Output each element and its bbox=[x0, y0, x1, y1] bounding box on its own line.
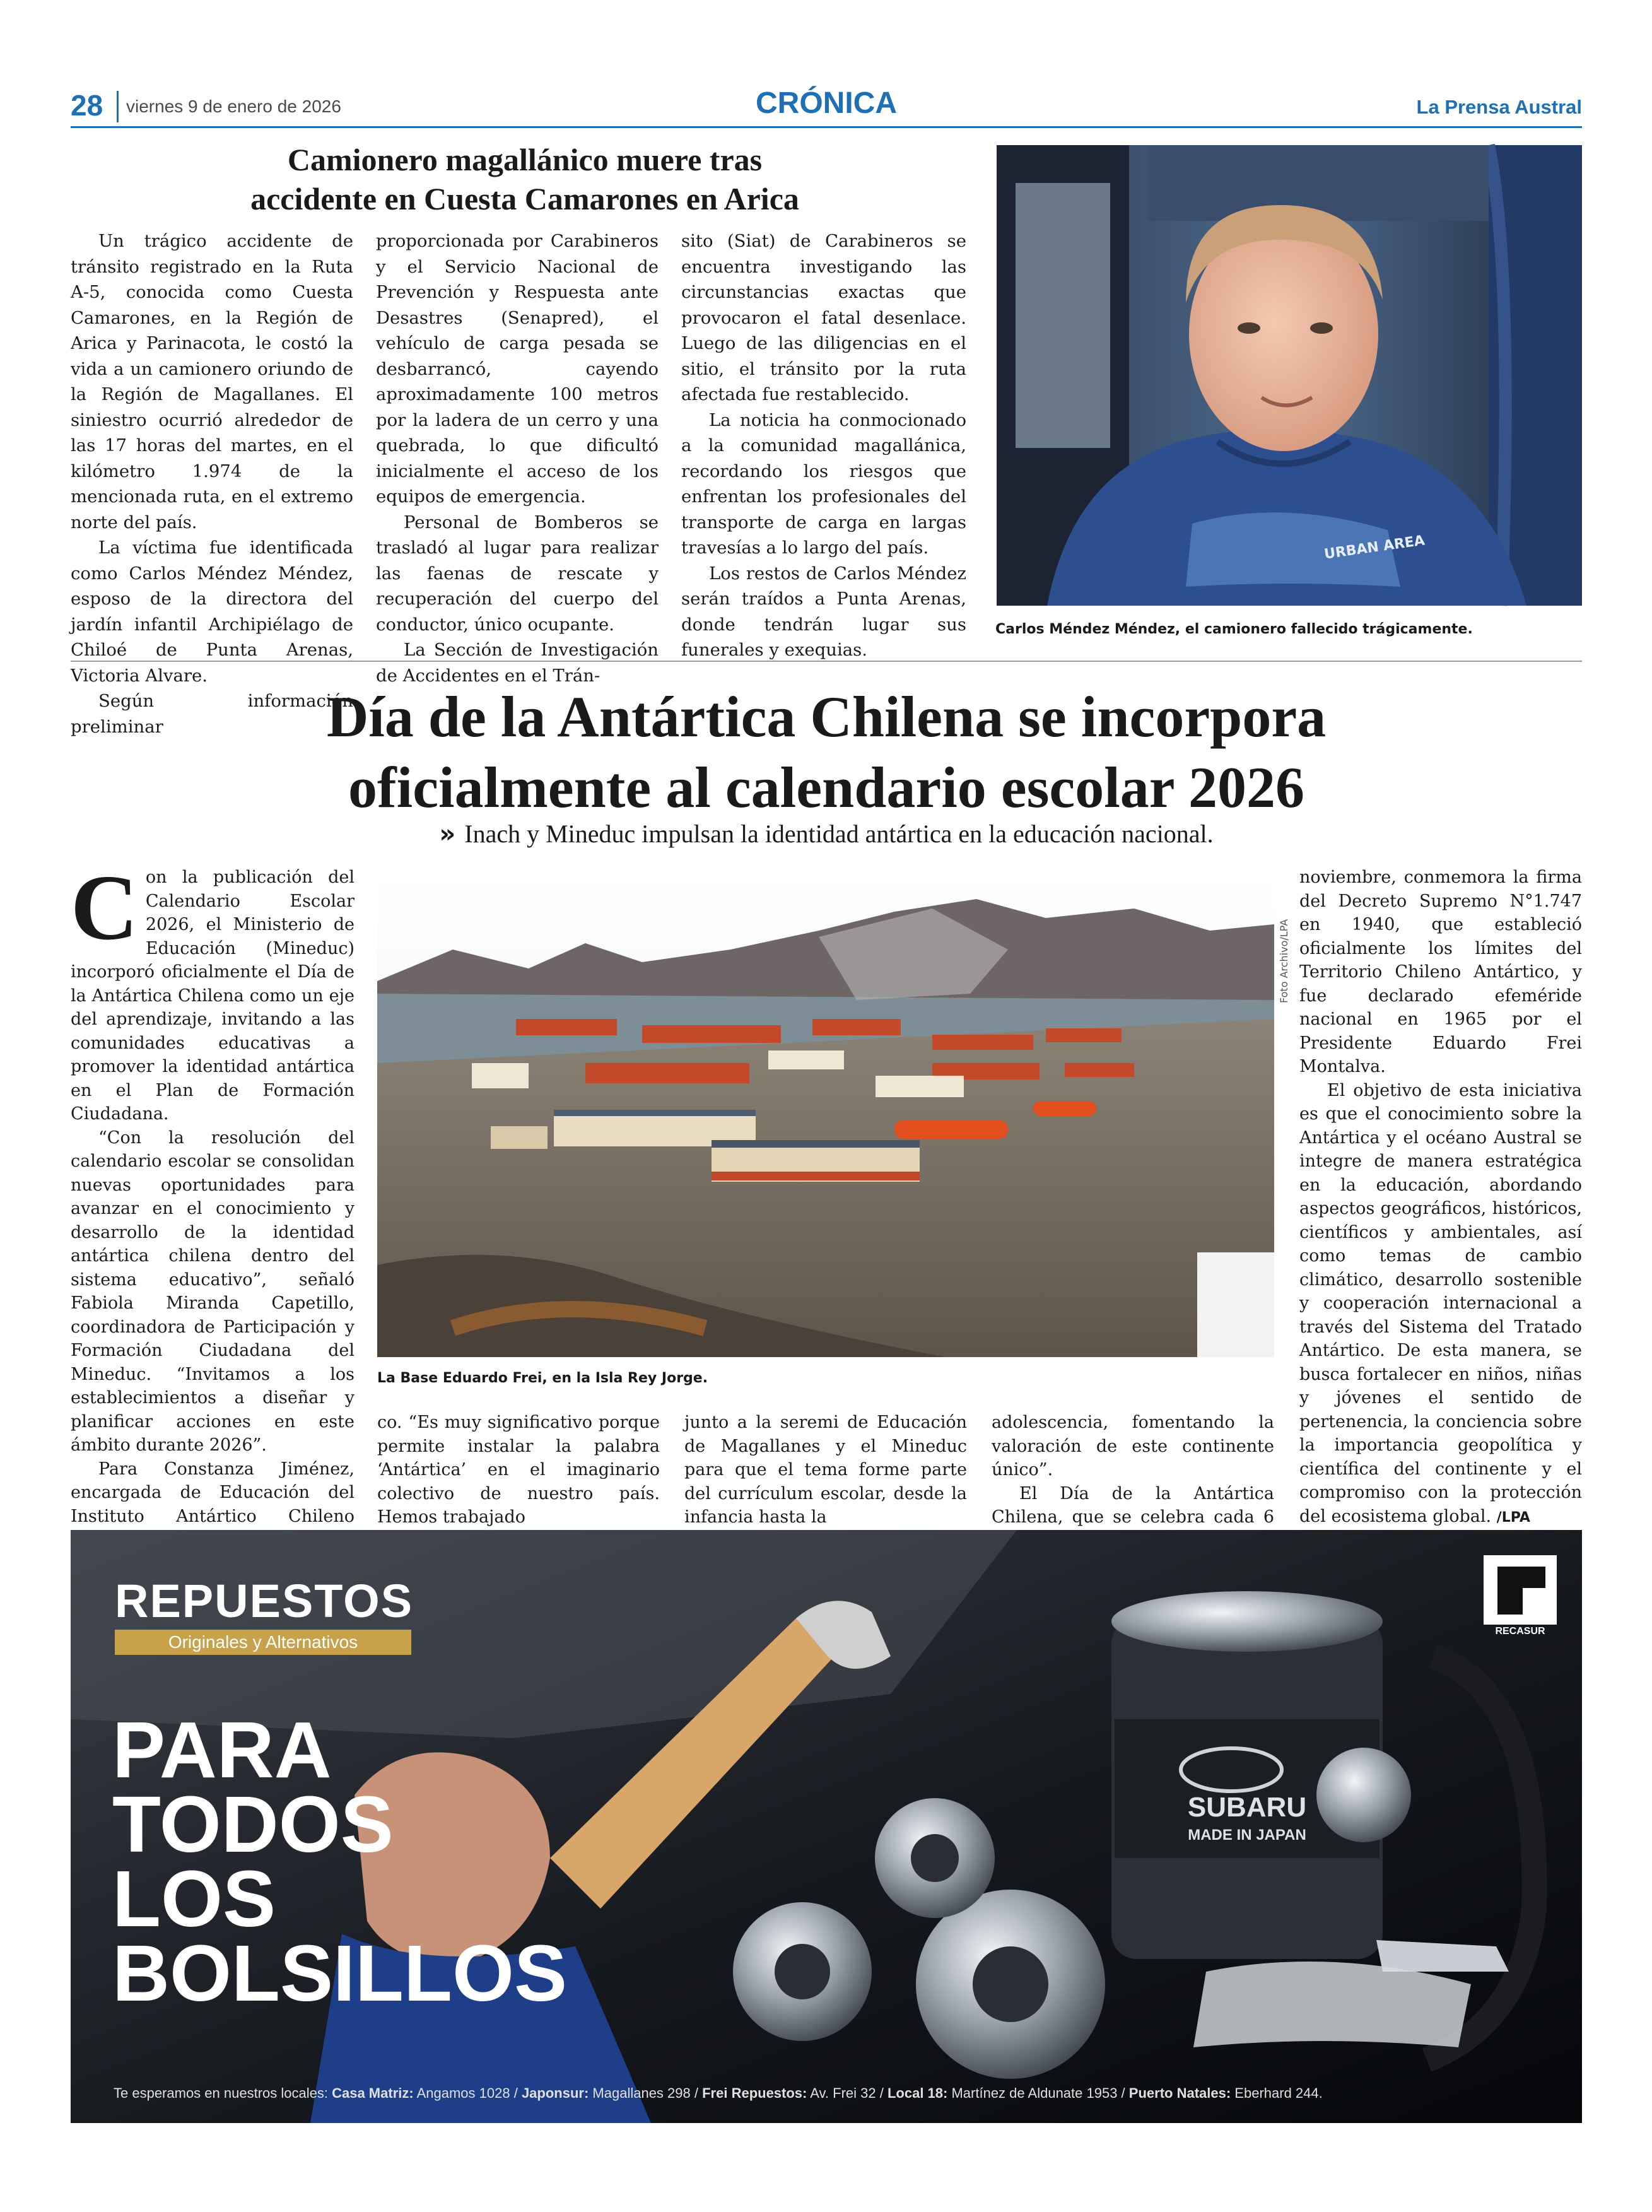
location-name: Casa Matriz: bbox=[332, 2085, 414, 2101]
article2-closing-text: El objetivo de esta iniciativa es que el conocimiento sobre la Antártica y el océano Austral se integre de manera estratégica en la educación, abordando aspectos geográficos, históricos, científicos y ambientales, así como temas de cambio climático, desarrollo sostenible y cooperación internacional a través del Sistema del Tratado Antártico. De esta manera, se busca fortalecer en niños, niñas y jóvenes el sentido de pertenencia, la conciencia sobre la importancia geopolítica y científica del continente y el compromiso con la protección del ecosistema global. bbox=[1299, 1080, 1582, 1526]
article2-headline bbox=[71, 681, 1582, 823]
article1-paragraph: La Sección de Investigación de Accidentes en el Trán- bbox=[376, 640, 659, 686]
article1-paragraph: La noticia ha conmocionado a la comunidad magallánica, recordando los riesgos que enfrentan los profesionales del transporte de carga en largas travesías a lo largo del país. bbox=[681, 409, 966, 558]
article2-signature: /LPA bbox=[1496, 1509, 1530, 1526]
location-name: Puerto Natales: bbox=[1128, 2085, 1231, 2101]
filter-made-in: MADE IN JAPAN bbox=[1188, 1827, 1306, 1844]
article1-paragraph: Los restos de Carlos Méndez serán traídos a Punta Arenas, donde tendrán lugar sus funerales y exequias. bbox=[681, 563, 966, 660]
drop-cap: C bbox=[71, 856, 138, 960]
article1-column-1 bbox=[71, 228, 353, 737]
location-address: Martínez de Aldunate 1953 bbox=[951, 2085, 1118, 2101]
location-address: Angamos 1028 bbox=[416, 2085, 510, 2101]
ad-footer: Te esperamos en nuestros locales: Casa Matriz: Angamos 1028 / Japonsur: Magallanes 298 / Frei Repuestos: Av. Frei 32 / Local 18: Martínez de Aldunate 1953 / Puerto Natales: Eberhard 244. bbox=[114, 2085, 1323, 2101]
article1-headline-line2: accidente en Cuesta Camarones en Arica bbox=[250, 181, 799, 216]
double-chevron-icon: » bbox=[439, 820, 456, 849]
article2-headline-line1: Día de la Antártica Chilena se incorpora bbox=[326, 685, 1327, 749]
ad-headline: REPUESTOS bbox=[115, 1575, 414, 1627]
trucker-photo bbox=[997, 145, 1582, 606]
article2-column-2 bbox=[377, 1411, 660, 1527]
header-separator bbox=[117, 91, 119, 122]
article2-subtitle-text: Inach y Mineduc impulsan la identidad antártica en la educación nacional. bbox=[464, 820, 1214, 848]
article2-paragraph bbox=[1299, 1079, 1582, 1530]
article2-column-1 bbox=[71, 856, 354, 1526]
location-name: Japonsur: bbox=[521, 2085, 589, 2101]
ad-slogan-line: PARA bbox=[112, 1705, 332, 1794]
article2-paragraph: “Con la resolución del calendario escolar se consolidan nuevas oportunidades para avanzar en el conocimiento y desarrollo de la identidad antártica chilena dentro del sistema educativo”, señaló Fabiola Miranda Capetillo, coordinadora de Participación y Formación Ciudadana del Mineduc. “Invitamos a los establecimientos a diseñar y planificar acciones en este ámbito durante 2026”. bbox=[71, 1127, 354, 1455]
article1-paragraph: Según información preliminar bbox=[71, 691, 353, 737]
ad-tagline: Originales y Alternativos bbox=[115, 1630, 411, 1655]
shirt-print: URBAN AREA bbox=[1323, 532, 1426, 563]
article1-paragraph: Personal de Bomberos se trasladó al lugar para realizar las faenas de rescate y recuperación del cuerpo del conductor, único ocupante. bbox=[376, 512, 659, 635]
article1-column-2 bbox=[376, 228, 659, 686]
article1-headline bbox=[71, 140, 979, 218]
article1-paragraph: Un trágico accidente de tránsito registrado en la Ruta A-5, conocida como Cuesta Camarones, en la Región de Arica y Parinacota, le costó la vida a un camionero oriundo de la Región de Magallanes. El siniestro ocurrió alrededor de las 17 horas del martes, en el kilómetro 1.974 de la mencionada ruta, en el extremo norte del país. bbox=[71, 231, 353, 532]
section-title: CRÓNICA bbox=[756, 86, 897, 120]
repuestos-advertisement[interactable] bbox=[71, 1530, 1582, 2123]
ad-slogan-line: TODOS bbox=[112, 1780, 394, 1869]
ad-slogan-line: BOLSILLOS bbox=[112, 1929, 567, 2018]
footer-intro: Te esperamos en nuestros locales: bbox=[114, 2085, 328, 2101]
article1-paragraph: sito (Siat) de Carabineros se encuentra investigando las circunstancias exactas que provocaron el fatal desenlace. Luego de las diligencias en el sitio, el tránsito por la ruta afectada fue restablecido. bbox=[681, 231, 966, 404]
location-address: Magallanes 298 bbox=[592, 2085, 691, 2101]
article2-paragraph: Para Constanza Jiménez, encargada de Educación del Instituto Antártico Chileno bbox=[71, 1459, 354, 1526]
article2-paragraph: co. “Es muy significativo porque permite instalar la palabra ‘Antártica’ en el imaginario colectivo de nuestro país. Hemos trabajado bbox=[377, 1413, 660, 1527]
filter-brand: SUBARU bbox=[1187, 1792, 1307, 1823]
location-address: Av. Frei 32 bbox=[810, 2085, 876, 2101]
antarctic-base-photo bbox=[377, 874, 1274, 1357]
article2-column-4 bbox=[992, 1411, 1274, 1527]
photo-credit-text: Foto Archivo/LPA bbox=[1278, 919, 1290, 1003]
location-name: Local 18: bbox=[887, 2085, 948, 2101]
article2-column-3 bbox=[684, 1411, 967, 1527]
article2-paragraph: noviembre, conmemora la firma del Decreto Supremo N°1.747 en 1940, que estableció oficialmente los límites del Territorio Chileno Antártico, y fue declarado efeméride nacional en 1965 por el Presidente Eduardo Frei Montalva. bbox=[1299, 868, 1582, 1076]
page-number: 28 bbox=[71, 89, 103, 122]
ad-slogan bbox=[112, 1705, 567, 2018]
header-rule bbox=[71, 126, 1582, 128]
article2-headline-line2: oficialmente al calendario escolar 2026 bbox=[348, 755, 1304, 820]
article2-subtitle bbox=[71, 819, 1582, 849]
article-divider bbox=[71, 661, 1582, 662]
article2-column-5 bbox=[1299, 866, 1582, 1526]
ad-slogan-line: LOS bbox=[112, 1854, 276, 1943]
article2-paragraph: El Día de la Antártica Chilena, que se celebra cada 6 bbox=[992, 1483, 1274, 1527]
photo-credit bbox=[1275, 877, 1293, 1003]
location-address: Eberhard 244. bbox=[1234, 2085, 1323, 2101]
recasur-logo: RECASUR bbox=[1495, 1626, 1545, 1637]
article1-paragraph: proporcionada por Carabineros y el Servicio Nacional de Prevención y Respuesta ante Desastres (Senapred), el vehículo de carga pesada se desbarrancó, cayendo aproximadamente 100 metros por la ladera de un cerro y una quebrada, lo que dificultó inicialmente el acceso de los equipos de emergencia. bbox=[376, 231, 659, 507]
newspaper-name: La Prensa Austral bbox=[1416, 96, 1582, 118]
page-date: viernes 9 de enero de 2026 bbox=[126, 97, 341, 116]
article1-headline-line1: Camionero magallánico muere tras bbox=[287, 142, 763, 177]
trucker-photo-caption: Carlos Méndez Méndez, el camionero fallecido trágicamente. bbox=[995, 621, 1473, 637]
base-photo-caption: La Base Eduardo Frei, en la Isla Rey Jorge. bbox=[377, 1370, 708, 1386]
article2-paragraph: adolescencia, fomentando la valoración de este continente único”. bbox=[992, 1413, 1274, 1480]
article2-paragraph: junto a la seremi de Educación de Magallanes y el Mineduc para que el tema forme parte del currículum escolar, desde la infancia hasta la bbox=[684, 1413, 967, 1527]
article1-paragraph: La víctima fue identificada como Carlos Méndez Méndez, esposo de la directora del jardín infantil Archipiélago de Chiloé de Punta Arenas, Victoria Alvare. bbox=[71, 538, 353, 686]
article2-lead-text: on la publicación del Calendario Escolar 2026, el Ministerio de Educación (Mineduc) incorporó oficialmente el Día de la Antártica Chilena como un eje del aprendizaje, invitando a las comunidades educativas a promover la identidad antártica en el Plan de Formación Ciudadana. bbox=[71, 868, 354, 1124]
location-name: Frei Repuestos: bbox=[702, 2085, 807, 2101]
article1-column-3 bbox=[681, 228, 966, 660]
article2-lead-paragraph bbox=[71, 856, 354, 1126]
